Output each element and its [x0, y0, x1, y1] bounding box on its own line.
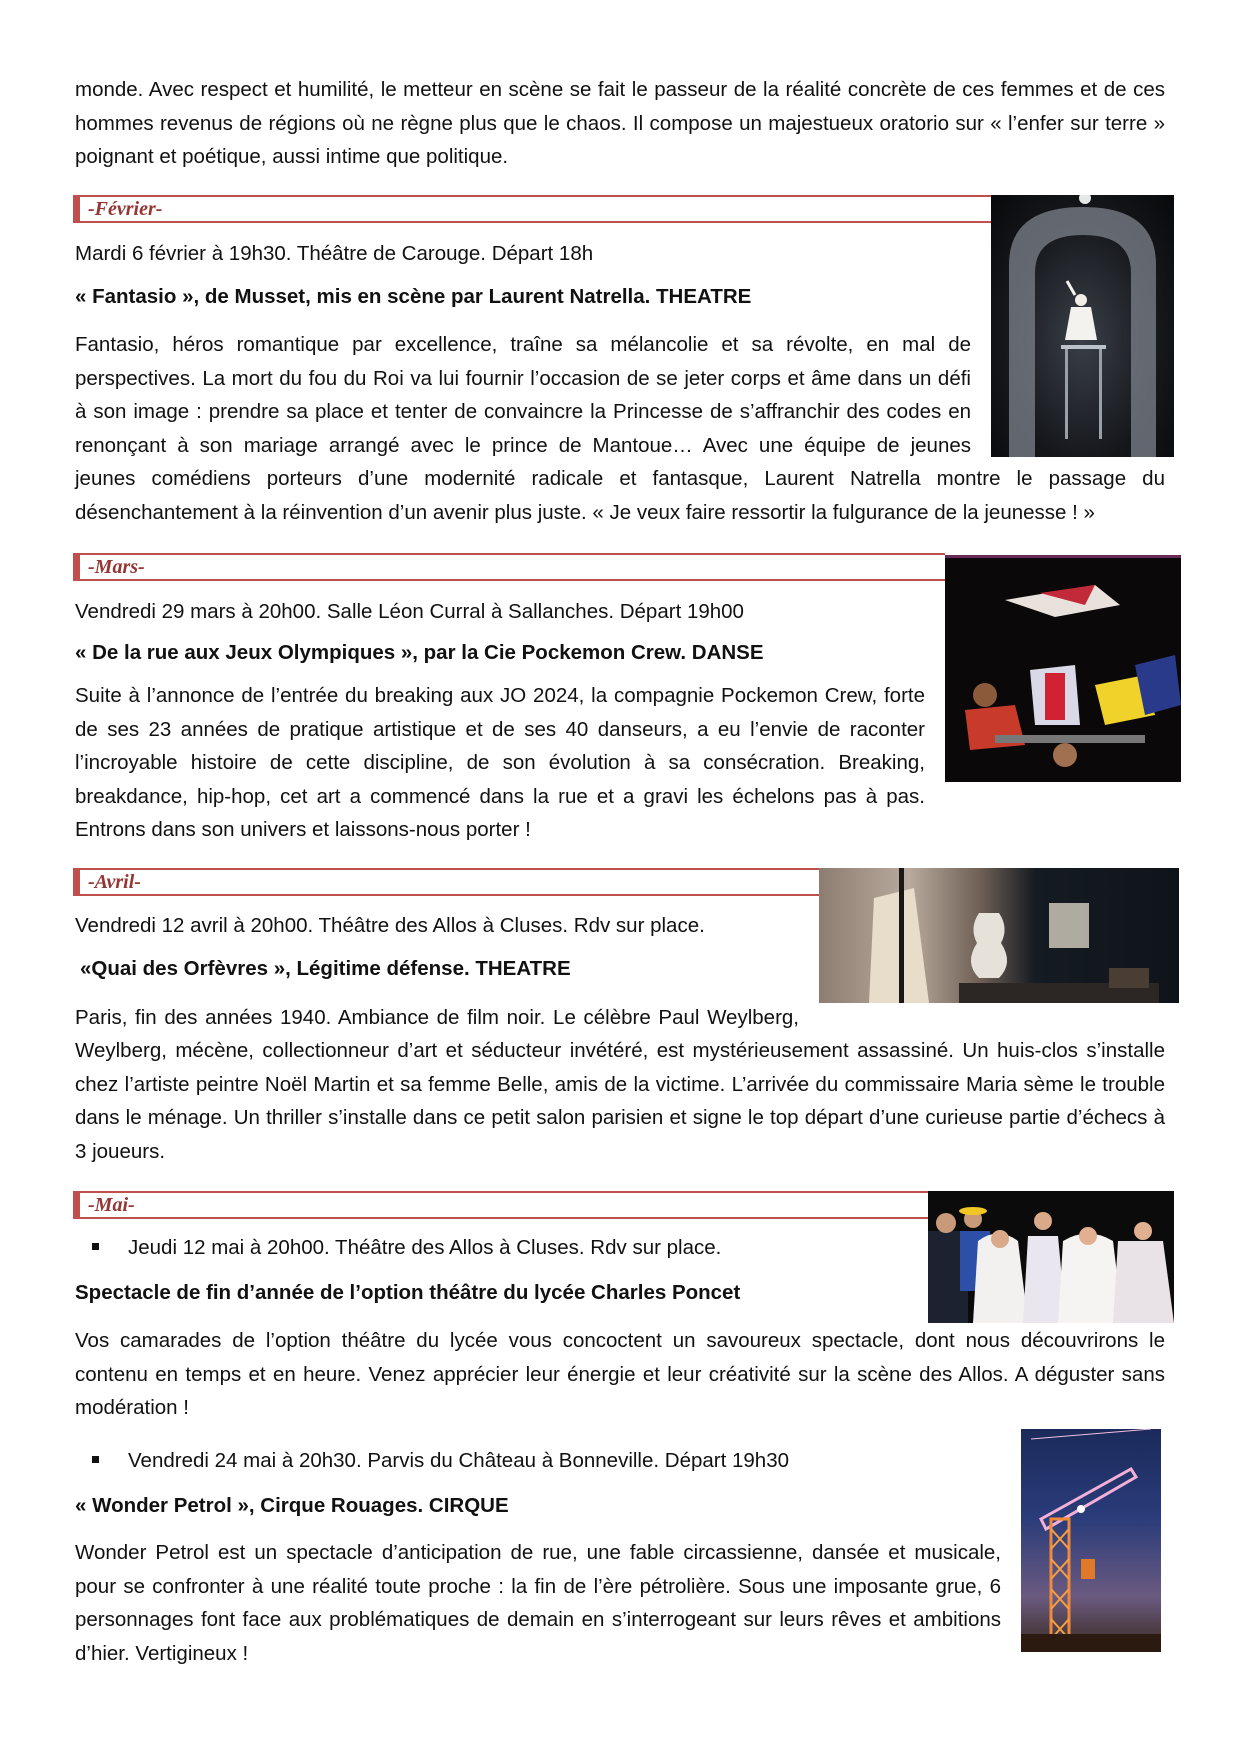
photo-illuminated-crane: [1021, 1429, 1161, 1652]
month-title: -Février-: [88, 198, 163, 220]
event-date-line: Mardi 6 février à 19h30. Théâtre de Carouge. Départ 18h: [75, 242, 594, 265]
crane-illustration: [1021, 1429, 1161, 1652]
event-description-continued: jeunes comédiens porteurs d’une modernité radicale et fantasque, Laurent Natrella montre le passage du désenchantement à la réinvention d’un avenir plus juste. « Je veux faire ressortir la fulgurance de la jeunesse ! »: [75, 467, 1165, 524]
photo-painter-studio-set: [819, 868, 1179, 1003]
students-illustration: [928, 1191, 1174, 1323]
month-header-avril: [73, 868, 819, 896]
event-description-wrap: [75, 1001, 799, 1035]
event-description: Paris, fin des années 1940. Ambiance de film noir. Le célèbre Paul Weylberg,: [75, 1006, 799, 1029]
event-date-line: Jeudi 12 mai à 20h00. Théâtre des Allos à Cluses. Rdv sur place.: [128, 1236, 722, 1259]
event-date-line: Vendredi 29 mars à 20h00. Salle Léon Curral à Sallanches. Départ 19h00: [75, 600, 744, 623]
studio-illustration: [819, 868, 1179, 1003]
event-description: Wonder Petrol est un spectacle d’anticipation de rue, une fable circassienne, dansée et musicale, pour se confronter à une réalité toute proche : la fin de l’ère pétrolière. Sous une imposante grue, 6 personnages font face aux problématiques de demain en s’interrogeant sur leurs rêves et ambitions d’hier. Vertigineux !: [75, 1541, 1001, 1665]
event-description: Vos camarades de l’option théâtre du lycée vous concoctent un savoureux spectacle, dont nous découvrirons le contenu en temps et en heure. Venez apprécier leur énergie et leur créativité sur la scène des Allos. A déguster sans modération !: [75, 1329, 1165, 1419]
bullet-icon: [92, 1243, 99, 1250]
event-date-line: Vendredi 24 mai à 20h30. Parvis du Château à Bonneville. Départ 19h30: [128, 1449, 790, 1472]
event-description-wrap: [75, 328, 971, 463]
month-header-mai: [73, 1191, 929, 1219]
event-title: « Wonder Petrol », Cirque Rouages. CIRQUE: [75, 1494, 509, 1517]
month-title: -Avril-: [88, 871, 141, 893]
event-description: Suite à l’annonce de l’entrée du breaking aux JO 2024, la compagnie Pockemon Crew, forte de ses 23 années de pratique artistique et de ses 40 danseurs, a eu l’envie de raconter l’incroyable histoire de cette discipline, de son évolution à sa consécration. Breaking, breakdance, hip-hop, cet art a commencé dans la rue et a gravi les échelons pas à pas. Entrons dans son univers et laissons-nous porter !: [75, 684, 925, 841]
event-title: « Fantasio », de Musset, mis en scène par Laurent Natrella. THEATRE: [75, 285, 752, 308]
event-description-continued: Weylberg, mécène, collectionneur d’art et séducteur invétéré, est mystérieusement assassiné. Un huis-clos s’installe chez l’artiste peintre Noël Martin et sa femme Belle, amis de la victime. L’arrivée du commissaire Maria sème le trouble dans le ménage. Un thriller s’installe dans ce petit salon parisien et signe le top départ d’une curieuse partie d’échecs à 3 joueurs.: [75, 1039, 1165, 1163]
event-title: « De la rue aux Jeux Olympiques », par la Cie Pockemon Crew. DANSE: [75, 641, 764, 664]
dancers-illustration: [945, 555, 1181, 782]
month-header-mars: [73, 553, 945, 581]
photo-pockemon-crew-dancers: [945, 555, 1181, 782]
event-description: Fantasio, héros romantique par excellence, traîne sa mélancolie et sa révolte, en mal de perspectives. La mort du fou du Roi va lui fournir l’occasion de se jeter corps et âme dans un défi à son image : prendre sa place et tenter de convaincre la Princesse de s’affranchir des codes en renonçant à son mariage arrangé avec le prince de Mantoue… Avec une équipe de jeunes: [75, 333, 971, 457]
month-title: -Mars-: [88, 556, 145, 578]
event-title: «Quai des Orfèvres », Légitime défense. THEATRE: [80, 957, 571, 980]
month-title: -Mai-: [88, 1194, 135, 1216]
photo-students-costumes: [928, 1191, 1174, 1323]
stage-arch-illustration: [991, 195, 1174, 457]
photo-fantasio-stage-arch: [991, 195, 1174, 457]
bullet-icon: [92, 1456, 99, 1463]
intro-paragraph: monde. Avec respect et humilité, le metteur en scène se fait le passeur de la réalité concrète de ces femmes et de ces hommes revenus de régions où ne règne plus que le chaos. Il compose un majestueux oratorio sur « l’enfer sur terre » poignant et poétique, aussi intime que politique.: [75, 78, 1165, 168]
event-title: Spectacle de fin d’année de l’option théâtre du lycée Charles Poncet: [75, 1281, 741, 1304]
event-date-line: Vendredi 12 avril à 20h00. Théâtre des Allos à Cluses. Rdv sur place.: [75, 914, 705, 937]
month-header-fevrier: [73, 195, 991, 223]
